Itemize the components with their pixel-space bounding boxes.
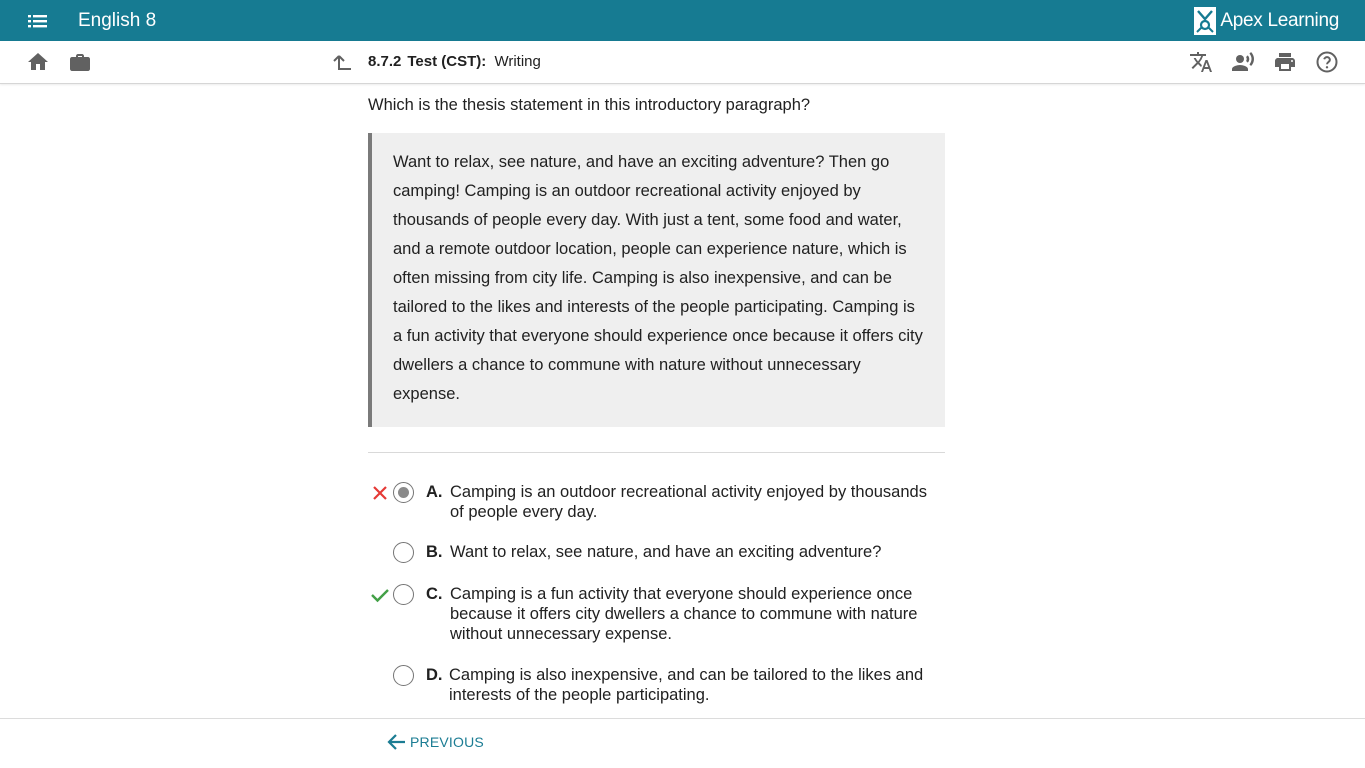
incorrect-x-icon bbox=[370, 483, 390, 503]
choice-text: Want to relax, see nature, and have an exciting adventure? bbox=[450, 543, 882, 561]
bottom-navigation-bar bbox=[0, 718, 1365, 768]
correct-check-icon bbox=[370, 585, 390, 605]
section-label: Test (CST): bbox=[407, 53, 487, 70]
choice-text: Camping is also inexpensive, and can be tailored to the likes and interests of the people participating. bbox=[449, 666, 924, 704]
choice-c-radio[interactable] bbox=[393, 584, 414, 605]
choice-d-radio[interactable] bbox=[393, 665, 414, 686]
apex-logo-icon bbox=[1194, 7, 1216, 35]
choice-text: Camping is an outdoor recreational activity enjoyed by thousands of people every day. bbox=[450, 483, 927, 521]
course-title: English 8 bbox=[78, 10, 157, 31]
question-content bbox=[368, 84, 945, 718]
passage-block bbox=[368, 133, 945, 427]
apex-learning-logo bbox=[1194, 6, 1339, 36]
choice-letter: D. bbox=[426, 666, 443, 684]
choice-text: Camping is a fun activity that everyone should experience once because it offers city dwellers a chance to commune with nature without unnecessary expense. bbox=[450, 585, 918, 643]
arrow-left-icon bbox=[386, 732, 407, 752]
toolbar bbox=[0, 41, 1365, 84]
breadcrumb bbox=[368, 53, 541, 71]
previous-label: PREVIOUS bbox=[410, 734, 484, 750]
passage-text: Want to relax, see nature, and have an exciting adventure? Then go camping! Camping is an outdoor recreational activity enjoyed by thousands of people every day. With just a tent, some food and water, and a remote outdoor location, people can experience nature, which is often missing from city life. Camping is also inexpensive, and can be tailored to the likes and interests of the people participating. Camping is a fun activity that everyone should experience once because it offers city dwellers a chance to commune with nature without unnecessary expense. bbox=[393, 153, 923, 403]
help-icon[interactable] bbox=[1315, 50, 1339, 74]
section-number: 8.7.2 bbox=[368, 53, 402, 70]
question-prompt: Which is the thesis statement in this introductory paragraph? bbox=[368, 96, 811, 114]
previous-button[interactable] bbox=[386, 731, 484, 753]
text-to-speech-icon[interactable] bbox=[1231, 50, 1255, 74]
divider bbox=[368, 452, 945, 453]
top-bar bbox=[0, 0, 1365, 41]
menu-list-icon[interactable] bbox=[26, 11, 50, 31]
home-icon[interactable] bbox=[26, 50, 50, 74]
section-name: Writing bbox=[494, 53, 541, 70]
translate-icon[interactable] bbox=[1189, 50, 1213, 74]
choice-letter: A. bbox=[426, 483, 443, 501]
choice-letter: C. bbox=[426, 585, 443, 603]
briefcase-icon[interactable] bbox=[68, 50, 92, 74]
print-icon[interactable] bbox=[1273, 50, 1297, 74]
up-arrow-icon[interactable] bbox=[330, 50, 354, 74]
choice-b-radio[interactable] bbox=[393, 542, 414, 563]
choice-a-radio[interactable] bbox=[393, 482, 414, 503]
logo-text: Apex Learning bbox=[1220, 10, 1339, 31]
choice-letter: B. bbox=[426, 543, 443, 561]
